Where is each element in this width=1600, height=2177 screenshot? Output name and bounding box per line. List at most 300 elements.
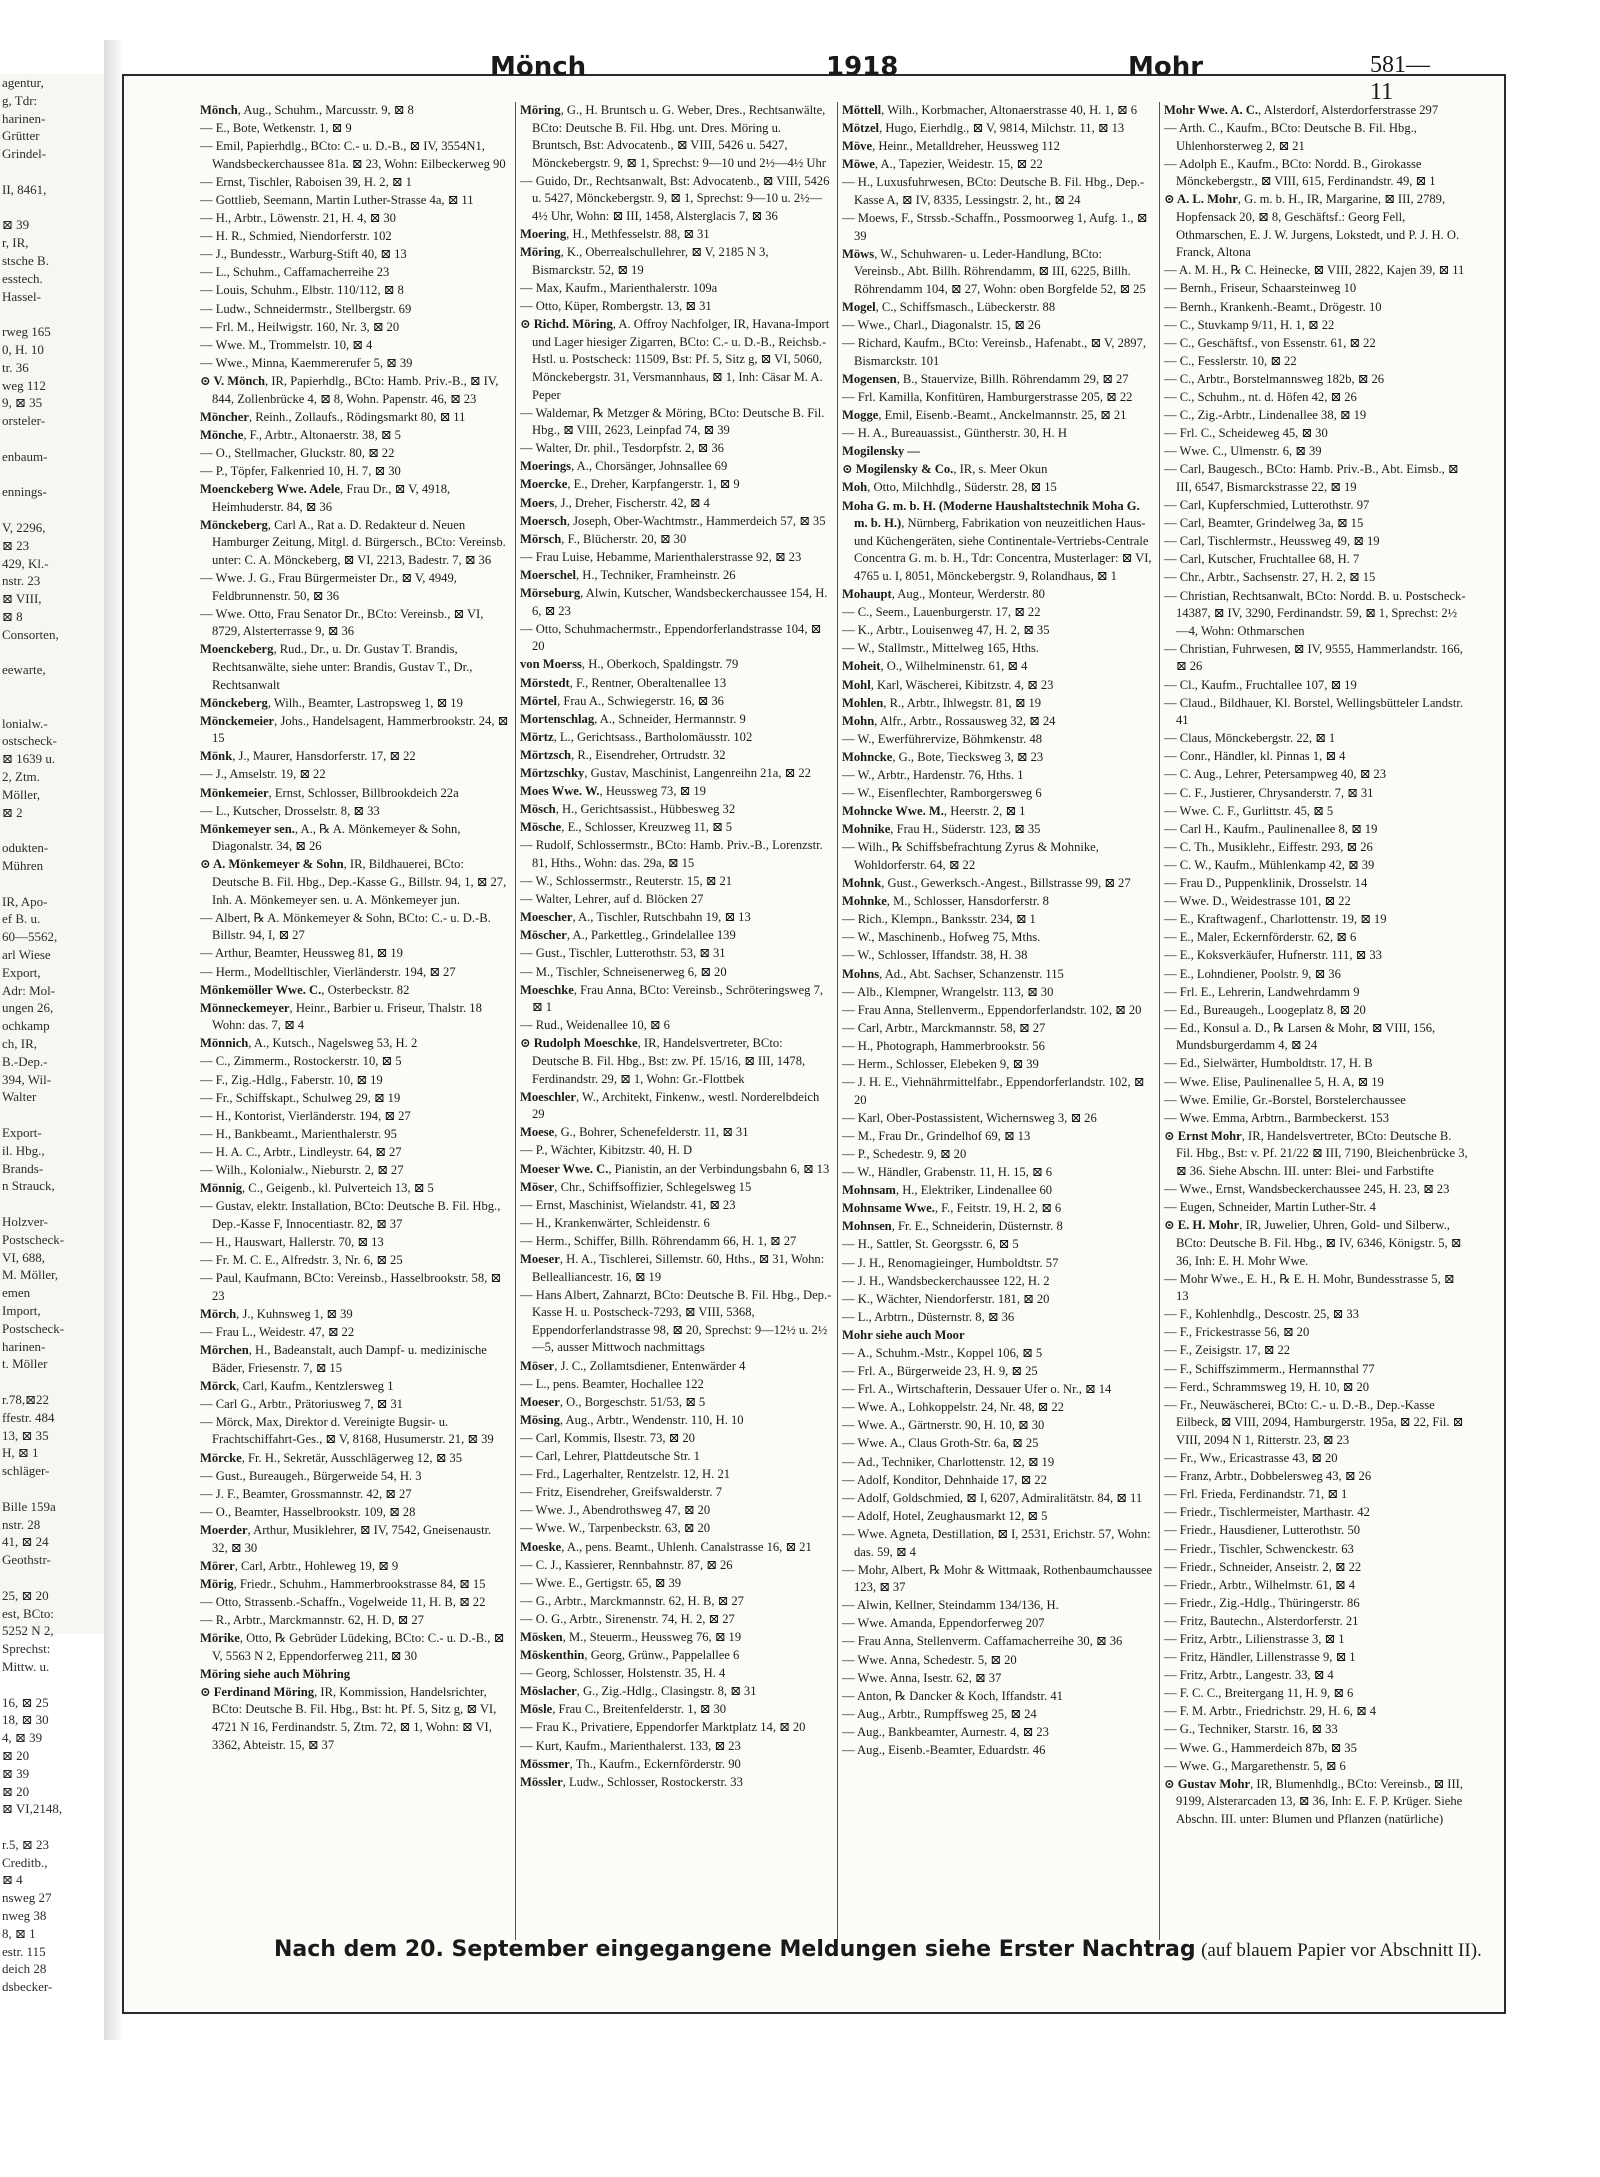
directory-entry: — O. G., Arbtr., Sirenenstr. 74, H. 2, ⊠ 27 [520, 1611, 735, 1626]
directory-entry: — K., Wächter, Niendorferstr. 181, ⊠ 20 [842, 1291, 1050, 1306]
column-divider [1159, 102, 1160, 1940]
margin-text-line [0, 305, 112, 323]
directory-entry: — H. A. C., Arbtr., Lindleystr. 64, ⊠ 27 [200, 1144, 402, 1159]
directory-entry: Möring, G., H. Bruntsch u. G. Weber, Dres., Rechtsanwälte, BCto: Deutsche B. Fil. Hbg. unt. Dres. Möring u. Bruntsch, Bst: Advocatenb., ⊠ VIII, 5426 u. 5427, Mönckebergstr. 9, ⊠ 1, Sprechst: 9—10 und 2½—4½ Uhr [520, 103, 827, 170]
directory-entry: — W., Schlossermstr., Reuterstr. 15, ⊠ 21 [520, 874, 733, 889]
directory-entry: — Wwe. Emilie, Gr.-Borstel, Borstelerchaussee [1164, 1092, 1406, 1107]
directory-entry: — Wwe., Charl., Diagonalstr. 15, ⊠ 26 [842, 318, 1041, 333]
margin-text-line: emen [2, 1285, 31, 1301]
margin-text-line: weg 112 [2, 377, 46, 393]
directory-entry: — Frau D., Puppenklinik, Drosselstr. 14 [1164, 876, 1368, 891]
directory-entry: — Arth. C., Kaufm., BCto: Deutsche B. Fil. Hbg., Uhlenhorsterweg 2, ⊠ 21 [1164, 121, 1417, 153]
margin-text-line [0, 679, 112, 697]
directory-entry: — P., Wächter, Kibitzstr. 40, H. D [520, 1143, 693, 1158]
directory-entry: Mönckemeier, Johs., Handelsagent, Hammerbrookstr. 24, ⊠ 15 [200, 713, 509, 746]
directory-entry: — Frau Anna, Stellenverm., Eppendorferlandstr. 102, ⊠ 20 [842, 1002, 1142, 1017]
directory-entry: Mohnsen, Fr. E., Schneiderin, Düsternstr. 8 [842, 1219, 1063, 1234]
directory-entry: — Walter, Dr. phil., Tesdorpfstr. 2, ⊠ 36 [520, 441, 724, 456]
margin-text-line [0, 199, 112, 217]
directory-entry: ⊙ Rudolph Moeschke, IR, Handelsvertreter, BCto: Deutsche B. Fil. Hbg., Bst: zw. Pf. 15/16, ⊠ III, 1478, Ferdinandstr. 29, ⊠ 1, Wohn: Gr.-Flottbek [520, 1036, 806, 1086]
directory-entry: — Hans Albert, Zahnarzt, BCto: Deutsche B. Fil. Hbg., Dep.-Kasse H. u. Postscheck-7293, ⊠ VIII, 5368, Eppendorferlandstrasse 98, ⊠ 20, Sprechst: 9—12½ u. 2½—5, ausser Mittwoch nachmittags [520, 1287, 832, 1355]
margin-text-line [0, 1818, 112, 1836]
directory-entry: Mösken, M., Steuerm., Heussweg 76, ⊠ 19 [520, 1629, 742, 1644]
directory-entry: von Moerss, H., Oberkoch, Spaldingstr. 79 [520, 657, 739, 672]
directory-entry: — E., Bote, Wetkenstr. 1, ⊠ 9 [200, 121, 352, 136]
directory-entry: — Ed., Konsul a. D., ℞ Larsen & Mohr, ⊠ VIII, 156, Mundsburgerdamm 4, ⊠ 24 [1164, 1020, 1436, 1053]
directory-entry: Moercke, E., Dreher, Karpfangerstr. 1, ⊠ 9 [520, 477, 740, 492]
directory-entry: — H., Photograph, Hammerbrookstr. 56 [842, 1038, 1045, 1053]
previous-page-margin [0, 74, 112, 1995]
directory-entry: — Mohr Wwe., E. H., ℞ E. H. Mohr, Bundesstrasse 5, ⊠ 13 [1164, 1271, 1455, 1304]
directory-entry: — Otto, Strassenb.-Schaffn., Vogelweide 11, H. B, ⊠ 22 [200, 1594, 486, 1609]
margin-text-line: Geothstr- [2, 1552, 51, 1568]
margin-text-line: Hassel- [2, 288, 41, 304]
margin-text-line: ennings- [2, 484, 47, 500]
directory-entry: — Eugen, Schneider, Martin Luther-Str. 4 [1164, 1200, 1376, 1215]
directory-entry: — Aug., Eisenb.-Beamter, Eduardstr. 46 [842, 1743, 1046, 1758]
directory-entry: — C., Zimmerm., Rostockerstr. 10, ⊠ 5 [200, 1054, 402, 1069]
directory-entry: — C., Seem., Lauenburgerstr. 17, ⊠ 22 [842, 605, 1041, 620]
header-first-name: Mönch [490, 52, 587, 82]
directory-entry: Mönnig, C., Geigenb., kl. Pulverteich 13, ⊠ 5 [200, 1181, 434, 1196]
directory-entry: — Friedr., Hausdiener, Lutterothstr. 50 [1164, 1523, 1361, 1538]
directory-entry: — Frl. A., Wirtschafterin, Dessauer Ufer o. Nr., ⊠ 14 [842, 1382, 1112, 1397]
directory-entry: — M., Frau Dr., Grindelhof 69, ⊠ 13 [842, 1128, 1031, 1143]
directory-entry: — C., Arbtr., Borstelmannsweg 182b, ⊠ 26 [1164, 371, 1385, 386]
directory-entry: — Anton, ℞ Dancker & Koch, Iffandstr. 41 [842, 1688, 1063, 1703]
margin-text-line: ⊠ 20 [2, 1783, 30, 1799]
directory-entry: — Fr., Schiffskapt., Schulweg 29, ⊠ 19 [200, 1090, 401, 1105]
footer-note [274, 1936, 1482, 1962]
directory-entry: — M., Tischler, Schneisenerweg 6, ⊠ 20 [520, 964, 727, 979]
directory-entry: — Frl. M., Heilwigstr. 160, Nr. 3, ⊠ 20 [200, 319, 400, 334]
directory-entry: ⊙ A. Mönkemeyer & Sohn, IR, Bildhauerei, BCto: Deutsche B. Fil. Hbg., Dep.-Kasse G., Billstr. 94, 1, ⊠ 27, Inh. A. Mönkemeyer sen. u. A. Mönkemeyer jun. [200, 857, 507, 907]
directory-entry: Mönkemeyer sen., A., ℞ A. Mönkemeyer & Sohn, Diagonalstr. 34, ⊠ 26 [200, 821, 461, 854]
margin-text-line: 25, ⊠ 20 [2, 1587, 49, 1603]
margin-text-line: estr. 115 [2, 1943, 46, 1959]
margin-text-line: ostscheck- [2, 733, 57, 749]
directory-entry: Mössmer, Th., Kaufm., Eckernförderstr. 90 [520, 1756, 741, 1771]
directory-entry: — E., Kraftwagenf., Charlottenstr. 19, ⊠ 19 [1164, 912, 1387, 927]
directory-entry: — Wwe. C. F., Gurlittstr. 45, ⊠ 5 [1164, 803, 1334, 818]
margin-text-line: ⊠ 4 [2, 1872, 23, 1888]
margin-text-line: eewarte, [2, 662, 46, 678]
directory-entry: — C., Stuvkamp 9/11, H. 1, ⊠ 22 [1164, 317, 1335, 332]
margin-text-line [0, 1676, 112, 1694]
directory-entry: — Gust., Bureaugeh., Bürgerweide 54, H. 3 [200, 1468, 422, 1483]
margin-text-line: 0, H. 10 [2, 341, 44, 357]
margin-text-line: enbaum- [2, 448, 48, 464]
directory-entry: — Wwe. J., Abendrothsweg 47, ⊠ 20 [520, 1503, 711, 1518]
directory-entry: Mörike, Otto, ℞ Gebrüder Lüdeking, BCto: C.- u. D.-B., ⊠ V, 5563 N 2, Eppendorferweg 211, ⊠ 30 [200, 1630, 505, 1663]
directory-entry: — Adolph E., Kaufm., BCto: Nordd. B., Girokasse Mönckebergstr., ⊠ VIII, 615, Ferdinandstr. 49, ⊠ 1 [1164, 156, 1436, 189]
directory-entry: — P., Töpfer, Falkenried 10, H. 7, ⊠ 30 [200, 463, 401, 478]
column-1 [200, 102, 510, 1940]
directory-entry: — Wwe. Elise, Paulinenallee 5, H. A, ⊠ 19 [1164, 1074, 1384, 1089]
directory-entry: Moh, Otto, Milchhdlg., Süderstr. 28, ⊠ 15 [842, 480, 1057, 495]
directory-entry: Moerings, A., Chorsänger, Johnsallee 69 [520, 459, 728, 474]
directory-entry: — Wwe. W., Tarpenbeckstr. 63, ⊠ 20 [520, 1521, 711, 1536]
margin-text-line: schläger- [2, 1463, 50, 1479]
directory-entry: — Wwe. E., Gertigstr. 65, ⊠ 39 [520, 1575, 682, 1590]
directory-entry: — E., Lohndiener, Poolstr. 9, ⊠ 36 [1164, 966, 1341, 981]
directory-entry: Mörtzsch, R., Eisendreher, Ortrudstr. 32 [520, 747, 726, 762]
directory-entry: — Frl. E., Lehrerin, Landwehrdamm 9 [1164, 984, 1360, 999]
directory-entry: Moeser Wwe. C., Pianistin, an der Verbindungsbahn 6, ⊠ 13 [520, 1161, 830, 1176]
margin-text-line: Import, [2, 1302, 41, 1318]
directory-entry: Mohn, Alfr., Arbtr., Rossausweg 32, ⊠ 24 [842, 713, 1056, 728]
directory-entry: — Herm., Schiffer, Billh. Röhrendamm 66, H. 1, ⊠ 27 [520, 1233, 797, 1248]
directory-entry: — Georg, Schlosser, Holstenstr. 35, H. 4 [520, 1666, 726, 1681]
directory-entry: Moerder, Arthur, Musiklehrer, ⊠ IV, 7542, Gneisenaustr. 32, ⊠ 30 [200, 1522, 492, 1555]
directory-entry: Möws, W., Schuhwaren- u. Leder-Handlung, BCto: Vereinsb., Abt. Billh. Röhrendamm, ⊠ III, 6225, Billh. Röhrendamm 104, ⊠ 27, Wohn: oben Borgfelde 52, ⊠ 25 [842, 246, 1146, 296]
directory-entry: Moheit, O., Wilhelminenstr. 61, ⊠ 4 [842, 659, 1028, 674]
directory-entry: — Herm., Modelltischler, Vierländerstr. 194, ⊠ 27 [200, 964, 456, 979]
directory-entry: — H. R., Schmied, Niendorferstr. 102 [200, 229, 392, 244]
directory-entry: — H. A., Bureauassist., Güntherstr. 30, H. H [842, 426, 1067, 441]
directory-entry: Mörstedt, F., Rentner, Oberaltenallee 13 [520, 675, 727, 690]
directory-entry: — Wwe. C., Ulmenstr. 6, ⊠ 39 [1164, 444, 1322, 459]
directory-entry: — Ferd., Schrammsweg 19, H. 10, ⊠ 20 [1164, 1379, 1370, 1394]
directory-entry: — Ed., Bureaugeh., Loogeplatz 8, ⊠ 20 [1164, 1002, 1366, 1017]
margin-text-line [0, 466, 112, 484]
directory-entry: — Wwe. G., Margarethenstr. 5, ⊠ 6 [1164, 1758, 1346, 1773]
margin-text-line: ef B. u. [2, 911, 41, 927]
directory-entry: — Christian, Fuhrwesen, ⊠ IV, 9555, Hammerlandstr. 166, ⊠ 26 [1164, 641, 1463, 674]
directory-entry: — Christian, Rechtsanwalt, BCto: Nordd. B. u. Postscheck-14387, ⊠ IV, 3290, Ferdinandstr. 59, ⊠ 1, Sprechst: 2½—4, Wohn: Othmarschen [1164, 588, 1466, 638]
margin-text-line [0, 697, 112, 715]
margin-text-line: 41, ⊠ 24 [2, 1534, 49, 1550]
directory-entry: Mohncke Wwe. M., Heerstr. 2, ⊠ 1 [842, 804, 1026, 819]
directory-entry: — J., Amselstr. 19, ⊠ 22 [200, 767, 326, 782]
directory-entry: — Claus, Mönckebergstr. 22, ⊠ 1 [1164, 731, 1336, 746]
directory-entry: Mohnke, M., Schlosser, Hansdorferstr. 8 [842, 894, 1049, 909]
margin-text-line: ⊠ VIII, [2, 591, 42, 607]
directory-entry: Mohnike, Frau H., Süderstr. 123, ⊠ 35 [842, 822, 1041, 837]
directory-entry: Möttell, Wilh., Korbmacher, Altonaerstrasse 40, H. 1, ⊠ 6 [842, 103, 1138, 117]
directory-entry: ⊙ E. H. Mohr, IR, Juwelier, Uhren, Gold- und Silberw., BCto: Deutsche B. Fil. Hbg., ⊠ IV, 6346, Königstr. 5, ⊠ 36, Inh: E. H. Mohr Wwe. [1164, 1218, 1462, 1268]
directory-entry: — Louis, Schuhm., Elbstr. 110/112, ⊠ 8 [200, 283, 404, 298]
directory-entry: — C., Fesslerstr. 10, ⊠ 22 [1164, 353, 1297, 368]
margin-text-line [0, 1569, 112, 1587]
directory-entry: Möser, J. C., Zollamtsdiener, Entenwärder 4 [520, 1358, 746, 1373]
directory-entry: Moeser, H. A., Tischlerei, Sillemstr. 60, Hths., ⊠ 31, Wohn: Bellealliancestr. 16, ⊠ 19 [520, 1252, 825, 1284]
directory-entry: — F. M. Arbtr., Friedrichstr. 29, H. 6, ⊠ 4 [1164, 1704, 1377, 1719]
directory-entry: — Carl G., Arbtr., Prätoriusweg 7, ⊠ 31 [200, 1396, 403, 1411]
margin-text-line: Möller, [2, 786, 41, 802]
directory-entry: — C. Aug., Lehrer, Petersampweg 40, ⊠ 23 [1164, 767, 1387, 782]
margin-text-line: ⊠ VI,2148, [2, 1801, 63, 1817]
directory-entry: Mörchen, H., Badeanstalt, auch Dampf- u. medizinische Bäder, Friesenstr. 7, ⊠ 15 [200, 1342, 487, 1375]
directory-entry: — O., Stellmacher, Gluckstr. 80, ⊠ 22 [200, 445, 395, 460]
directory-entry: — Frau L., Weidestr. 47, ⊠ 22 [200, 1324, 355, 1339]
directory-entry: Möskenthin, Georg, Grünw., Pappelallee 6 [520, 1648, 740, 1663]
margin-text-line: orsteler- [2, 413, 46, 429]
margin-text-line: est, BCto: [2, 1605, 55, 1621]
header-page-number: 581—11 [1370, 52, 1430, 105]
margin-text-line: Mittw. u. [2, 1658, 50, 1674]
directory-entry: — A. M. H., ℞ C. Heinecke, ⊠ VIII, 2822, Kajen 39, ⊠ 11 [1164, 263, 1465, 278]
directory-entry: — Wwe. Emma, Arbtrn., Barmbeckerst. 153 [1164, 1110, 1390, 1125]
margin-text-line: Export- [2, 1125, 42, 1141]
directory-entry: Möwe, A., Tapezier, Weidestr. 15, ⊠ 22 [842, 157, 1043, 172]
margin-text-line: arl Wiese [2, 947, 51, 963]
directory-entry: — Wilh., ℞ Schiffsbefrachtung Zyrus & Mohnike, Wohldorferstr. 64, ⊠ 22 [842, 840, 1099, 872]
directory-entry: — Rud., Weidenallee 10, ⊠ 6 [520, 1018, 670, 1033]
margin-text-line: 13, ⊠ 35 [2, 1427, 49, 1443]
directory-entry: — Mörck, Max, Direktor d. Vereinigte Bugsir- u. Frachtschiffahrt-Ges., ⊠ V, 8168, Husumerstr. 21, ⊠ 39 [200, 1414, 494, 1447]
directory-entry: — Wwe. A., Gärtnerstr. 90, H. 10, ⊠ 30 [842, 1418, 1045, 1433]
directory-entry: Mönneckemeyer, Heinr., Barbier u. Friseur, Thalstr. 18 Wohn: das. 7, ⊠ 4 [200, 1000, 482, 1033]
directory-entry: Möring, K., Oberrealschullehrer, ⊠ V, 2185 N 3, Bismarckstr. 52, ⊠ 19 [520, 245, 769, 277]
directory-entry: — Moews, F., Strssb.-Schaffn., Possmoorweg 1, Aufg. 1., ⊠ 39 [842, 211, 1148, 243]
directory-entry: Moha G. m. b. H. (Moderne Haushaltstechnik Moha G. m. b. H.), Nürnberg, Fabrikation von neuzeitlichen Haus- und Küchengeräten, siehe Continentale-Vertriebs-Centrale Concentra G. m. b. H., Tdr: Concentra, Musterlager: ⊠ VI, 4765 u. I, 8051, Mönckebergstr. 9, Rolandhaus, ⊠ 1 [842, 498, 1152, 583]
margin-text-line: II, 8461, [2, 181, 47, 197]
directory-entry: — Fr. M. C. E., Alfredstr. 3, Nr. 6, ⊠ 25 [200, 1253, 403, 1267]
directory-entry: — Gustav, elektr. Installation, BCto: Deutsche B. Fil. Hbg., Dep.-Kasse F, Innocentiastr. 82, ⊠ 37 [200, 1199, 501, 1231]
directory-entry: — Wwe. Anna, Schedestr. 5, ⊠ 20 [842, 1652, 1017, 1667]
directory-entry: Mogel, C., Schiffsmasch., Lübeckerstr. 88 [842, 300, 1056, 315]
directory-entry: — Alb., Klempner, Wrangelstr. 113, ⊠ 30 [842, 984, 1054, 999]
directory-entry: — Wwe., Minna, Kaemmererufer 5, ⊠ 39 [200, 355, 413, 370]
margin-text-line [0, 821, 112, 839]
directory-entry: — H., Krankenwärter, Schleidenstr. 6 [520, 1215, 710, 1230]
directory-entry: — Rudolf, Schlossermstr., BCto: Hamb. Priv.-B., Lorenzstr. 81, Hths., Wohn: das. 29a, ⊠ 15 [520, 838, 823, 870]
margin-text-line: Postscheck- [2, 1231, 65, 1247]
margin-text-line: n Strauck, [2, 1178, 55, 1194]
directory-entry: Mönk, J., Maurer, Hansdorferstr. 17, ⊠ 22 [200, 749, 416, 764]
directory-entry: ⊙ V. Mönch, IR, Papierhdlg., BCto: Hamb. Priv.-B., ⊠ IV, 844, Zollenbrücke 4, ⊠ 8, Wohn. Papenstr. 46, ⊠ 23 [200, 373, 499, 406]
directory-entry: — Otto, Küper, Rombergstr. 13, ⊠ 31 [520, 299, 712, 314]
directory-entry: — Carl, Lehrer, Plattdeutsche Str. 1 [520, 1449, 700, 1464]
directory-entry: — W., Ewerführervize, Böhmkenstr. 48 [842, 731, 1043, 746]
directory-entry: Möscher, A., Parkettleg., Grindelallee 139 [520, 928, 736, 943]
directory-entry: Mohl, Karl, Wäscherei, Kibitzstr. 4, ⊠ 23 [842, 677, 1054, 692]
directory-entry: — Carl, Baugesch., BCto: Hamb. Priv.-B., Abt. Eimsb., ⊠ III, 6547, Bismarckstrasse 22, ⊠ 19 [1164, 462, 1459, 494]
margin-text-line: 5252 N 2, [2, 1623, 54, 1639]
directory-entry: Mösle, Frau C., Breitenfelderstr. 1, ⊠ 30 [520, 1702, 727, 1717]
directory-entry: — Guido, Dr., Rechtsanwalt, Bst: Advocatenb., ⊠ VIII, 5426 u. 5427, Mönckebergstr. 9, ⊠ 1, Sprechst: 9—10 u. 2½—4½ Uhr, Wohn: ⊠ III, 1458, Alsterglacis 7, ⊠ 36 [520, 173, 830, 224]
footer-bold-text: Nach dem 20. September eingegangene Meldungen siehe Erster Nachtrag [274, 1937, 1196, 1962]
margin-text-line: B.-Dep.- [2, 1053, 48, 1069]
directory-entry: — Bernh., Krankenh.-Beamt., Drögestr. 10 [1164, 299, 1382, 314]
directory-entry: — Frau K., Privatiere, Eppendorfer Marktplatz 14, ⊠ 20 [520, 1720, 806, 1735]
margin-text-line: M. Möller, [2, 1267, 59, 1283]
margin-text-line: 9, ⊠ 35 [2, 395, 43, 411]
directory-entry: — Fritz, Eisendreher, Greifswalderstr. 7 [520, 1485, 722, 1500]
directory-entry: Mogilensky — [842, 444, 921, 459]
directory-entry: — L., pens. Beamter, Hochallee 122 [520, 1376, 704, 1391]
directory-entry: — Waldemar, ℞ Metzger & Möring, BCto: Deutsche B. Fil. Hbg., ⊠ VIII, 2623, Leinpfad 74, ⊠ 39 [520, 405, 825, 438]
directory-entry: — Richard, Kaufm., BCto: Vereinsb., Hafenabt., ⊠ V, 2897, Bismarckstr. 101 [842, 336, 1147, 368]
book-binding-shadow [104, 40, 124, 2040]
directory-entry: Moese, G., Bohrer, Schenefelderstr. 11, ⊠ 31 [520, 1125, 749, 1140]
directory-entry: — Gottlieb, Seemann, Martin Luther-Strasse 4a, ⊠ 11 [200, 192, 474, 207]
directory-entry: Mösch, H., Gerichtsassist., Hübbesweg 32 [520, 802, 736, 817]
margin-text-line: ⊠ 23 [2, 537, 30, 553]
directory-entry: ⊙ A. L. Mohr, G. m. b. H., IR, Margarine, ⊠ III, 2789, Hopfensack 20, ⊠ 8, Geschäftsf.: Georg Fell, Othmarschen, E. J. W. Jurgens, Lokstedt, und P. J. H. O. Franck, Altona [1164, 192, 1460, 260]
margin-text-line: agentur, [2, 75, 44, 90]
directory-entry: — C., Geschäftsf., von Essenstr. 61, ⊠ 22 [1164, 335, 1376, 350]
directory-entry: — F., Zig.-Hdlg., Faberstr. 10, ⊠ 19 [200, 1072, 383, 1087]
margin-text-line: r, IR, [2, 235, 29, 251]
margin-text-line: Bille 159a [2, 1498, 56, 1514]
directory-entry: — L., Arbtrn., Düsternstr. 8, ⊠ 36 [842, 1309, 1015, 1324]
directory-entry: — Aug., Arbtr., Rumpffsweg 25, ⊠ 24 [842, 1706, 1037, 1721]
directory-columns [200, 102, 1468, 1940]
directory-entry: — Aug., Bankbeamter, Aurnestr. 4, ⊠ 23 [842, 1724, 1049, 1739]
margin-text-line [0, 163, 112, 181]
directory-entry: — Albert, ℞ A. Mönkemeyer & Sohn, BCto: C.- u. D.-B. Billstr. 94, I, ⊠ 27 [200, 910, 491, 943]
directory-entry: Möser, Chr., Schiffsoffizier, Schlegelsweg 15 [520, 1179, 752, 1194]
margin-text-line: ⊠ 8 [2, 608, 23, 624]
directory-entry: Moeschke, Frau Anna, BCto: Vereinsb., Schröteringsweg 7, ⊠ 1 [520, 982, 824, 1015]
margin-text-line: harinen- [2, 1338, 46, 1354]
directory-entry: — Wwe. M., Trommelstr. 10, ⊠ 4 [200, 337, 373, 352]
directory-entry: — Fr., Ww., Ericastrasse 43, ⊠ 20 [1164, 1451, 1338, 1466]
directory-entry: — J. H. E., Viehnährmittelfabr., Eppendorferlandstr. 102, ⊠ 20 [842, 1075, 1145, 1107]
directory-entry: — Herm., Schlosser, Elebeken 9, ⊠ 39 [842, 1056, 1039, 1071]
directory-entry: — F., Schiffszimmerm., Hermannsthal 77 [1164, 1361, 1375, 1376]
directory-entry: — Wilh., Kolonialw., Nieburstr. 2, ⊠ 27 [200, 1163, 404, 1178]
directory-entry: Mönkemeier, Ernst, Schlosser, Billbrookdeich 22a [200, 785, 459, 800]
directory-entry: — F. C. C., Breitergang 11, H. 9, ⊠ 6 [1164, 1686, 1354, 1701]
directory-entry: Möve, Heinr., Metalldreher, Heussweg 112 [842, 139, 1060, 154]
directory-entry: Moenckeberg, Rud., Dr., u. Dr. Gustav T. Brandis, Rechtsanwälte, siehe unter: Brandis, Gustav T., Dr., Rechtsanwalt [200, 642, 473, 692]
directory-entry: Mötzel, Hugo, Eierhdlg., ⊠ V, 9814, Milchstr. 11, ⊠ 13 [842, 121, 1125, 136]
directory-entry: — W., Eisenflechter, Ramborgersweg 6 [842, 786, 1042, 801]
directory-entry: — Claud., Bildhauer, Kl. Borstel, Wellingsbütteler Landstr. 41 [1164, 695, 1464, 728]
margin-text-line: nweg 38 [2, 1908, 47, 1924]
directory-entry: Mörseburg, Alwin, Kutscher, Wandsbeckerchaussee 154, H. 6, ⊠ 23 [520, 586, 828, 618]
directory-entry: — Carl H., Kaufm., Paulinenallee 8, ⊠ 19 [1164, 821, 1378, 836]
margin-text-line: harinen- [2, 110, 46, 126]
directory-entry: — H., Kontorist, Vierländerstr. 194, ⊠ 27 [200, 1108, 411, 1123]
directory-entry: Mörtzschky, Gustav, Maschinist, Langenreihn 21a, ⊠ 22 [520, 765, 811, 780]
margin-text-line: 60—5562, [2, 929, 58, 945]
margin-text-line: 394, Wil- [2, 1071, 52, 1087]
margin-text-line: stsche B. [2, 252, 49, 268]
margin-text-line: nsweg 27 [2, 1890, 52, 1906]
margin-text-line: 4, ⊠ 39 [2, 1730, 43, 1746]
directory-entry: — C. F., Justierer, Chrysanderstr. 7, ⊠ 31 [1164, 785, 1374, 800]
directory-entry: — Conr., Händler, kl. Pinnas 1, ⊠ 4 [1164, 749, 1346, 764]
directory-entry: — Ernst, Maschinist, Wielandstr. 41, ⊠ 23 [520, 1197, 736, 1212]
directory-entry: Mörer, Carl, Arbtr., Hohleweg 19, ⊠ 9 [200, 1558, 399, 1573]
margin-text-line [0, 1106, 112, 1124]
margin-text-line: t. Möller [2, 1356, 48, 1372]
directory-entry: — Otto, Schuhmachermstr., Eppendorferlandstrasse 104, ⊠ 20 [520, 621, 822, 654]
margin-text-line: deich 28 [2, 1961, 47, 1977]
directory-entry: — Wwe., Ernst, Wandsbeckerchaussee 245, H. 23, ⊠ 23 [1164, 1182, 1450, 1197]
header-last-name: Mohr [1128, 52, 1204, 82]
margin-text-line: Creditb., [2, 1854, 48, 1870]
directory-entry: Mössler, Ludw., Schlosser, Rostockerstr. 33 [520, 1774, 743, 1789]
margin-text-line: ⊠ 20 [2, 1747, 30, 1763]
margin-text-line [0, 1195, 112, 1213]
directory-entry: — Frl. Kamilla, Konfitüren, Hamburgerstrasse 205, ⊠ 22 [842, 390, 1133, 404]
directory-entry: — W., Stallmstr., Mittelweg 165, Hths. [842, 641, 1039, 656]
margin-text-line: Mühren [2, 858, 44, 874]
margin-text-line: ⊠ 1639 u. [2, 751, 56, 767]
directory-entry: Mönckeberg, Wilh., Beamter, Lastropsweg 1, ⊠ 19 [200, 695, 463, 710]
directory-entry: Mohr siehe auch Moor [842, 1327, 965, 1342]
margin-text-line: rweg 165 [2, 324, 51, 340]
margin-text-line: Walter [2, 1089, 37, 1105]
directory-entry: — Wwe. Otto, Frau Senator Dr., BCto: Vereinsb., ⊠ VI, 8729, Alsterterrasse 9, ⊠ 36 [200, 606, 484, 639]
directory-entry: — C., Schuhm., nt. d. Höfen 42, ⊠ 26 [1164, 390, 1357, 404]
margin-text-line: Sprechst: [2, 1641, 51, 1657]
directory-entry: — E., Maler, Eckernförderstr. 62, ⊠ 6 [1164, 930, 1357, 945]
directory-entry: — Frl. C., Scheideweg 45, ⊠ 30 [1164, 426, 1328, 441]
directory-entry: — F., Zeisigstr. 17, ⊠ 22 [1164, 1343, 1291, 1358]
directory-entry: ⊙ Mogilensky & Co., IR, s. Meer Okun [842, 462, 1048, 477]
margin-text-line: 8, ⊠ 1 [2, 1925, 36, 1941]
directory-entry: — Frau Luise, Hebamme, Marienthalerstrasse 92, ⊠ 23 [520, 549, 802, 564]
directory-entry: — Frl. A., Bürgerweide 23, H. 9, ⊠ 25 [842, 1364, 1038, 1379]
directory-entry: — Arthur, Beamter, Heussweg 81, ⊠ 19 [200, 946, 403, 961]
directory-entry: — H., Hauswart, Hallerstr. 70, ⊠ 13 [200, 1234, 384, 1249]
directory-entry: — Wwe. Amanda, Eppendorferweg 207 [842, 1616, 1045, 1631]
directory-entry: — Frl. Frieda, Ferdinandstr. 71, ⊠ 1 [1164, 1487, 1348, 1502]
margin-text-line: ⊠ 39 [2, 1765, 30, 1781]
margin-text-line: r.78,⊠22 [2, 1391, 50, 1407]
directory-entry: — C. W., Kaufm., Mühlenkamp 42, ⊠ 39 [1164, 857, 1375, 872]
margin-text-line: lonialw.- [2, 715, 48, 731]
directory-entry: Moes Wwe. W., Heussweg 73, ⊠ 19 [520, 784, 706, 799]
directory-entry: — Friedr., Zig.-Hdlg., Thüringerstr. 86 [1164, 1595, 1360, 1610]
margin-text-line: 18, ⊠ 30 [2, 1712, 49, 1728]
directory-entry: Mönckeberg, Carl A., Rat a. D. Redakteur d. Neuen Hamburger Zeitung, Mitgl. d. Bürgersch., BCto: Vereinsb. unter: C. A. Mönckeberg, ⊠ VI, 2213, Badestr. 7, ⊠ 36 [200, 517, 506, 567]
directory-entry: Mörck, Carl, Kaufm., Kentzlersweg 1 [200, 1378, 394, 1393]
directory-entry: — Bernh., Friseur, Schaarsteinweg 10 [1164, 281, 1357, 296]
directory-entry: — Friedr., Arbtr., Wilhelmstr. 61, ⊠ 4 [1164, 1577, 1356, 1592]
directory-entry: — Wwe. A., Lohkoppelstr. 24, Nr. 48, ⊠ 22 [842, 1400, 1064, 1415]
directory-entry: Moering, H., Methfesselstr. 88, ⊠ 31 [520, 227, 710, 242]
directory-entry: — W., Arbtr., Hardenstr. 76, Hths. 1 [842, 767, 1024, 782]
column-3 [842, 102, 1154, 1940]
margin-text-line: odukten- [2, 840, 49, 856]
directory-entry: — Wwe. A., Claus Groth-Str. 6a, ⊠ 25 [842, 1436, 1039, 1451]
directory-entry: Moescher, A., Tischler, Rutschbahn 19, ⊠ 13 [520, 910, 751, 925]
margin-text-line: ochkamp [2, 1018, 50, 1034]
directory-entry: — E., Koksverkäufer, Hufnerstr. 111, ⊠ 33 [1164, 948, 1382, 963]
directory-entry: Mösing, Aug., Arbtr., Wendenstr. 110, H. 10 [520, 1412, 744, 1427]
directory-entry: — Adolf, Konditor, Dehnhaide 17, ⊠ 22 [842, 1472, 1047, 1487]
margin-text-line: ⊠ 39 [2, 217, 30, 233]
directory-entry: Mörch, J., Kuhnsweg 1, ⊠ 39 [200, 1306, 353, 1321]
directory-entry: — Fritz, Arbtr., Lilienstrasse 3, ⊠ 1 [1164, 1631, 1345, 1646]
margin-text-line: Brands- [2, 1160, 44, 1176]
margin-text-line: V, 2296, [2, 519, 46, 535]
margin-text-line: nstr. 23 [2, 573, 41, 589]
directory-entry: — Gust., Tischler, Lutterothstr. 53, ⊠ 31 [520, 946, 726, 961]
margin-text-line: ungen 26, [2, 1000, 54, 1016]
column-divider [515, 102, 516, 1940]
directory-entry: — R., Arbtr., Marckmannstr. 62, H. D, ⊠ 27 [200, 1612, 424, 1627]
directory-entry: Mohnk, Gust., Gewerksch.-Angest., Billstrasse 99, ⊠ 27 [842, 876, 1131, 891]
directory-entry: — H., Bankbeamt., Marienthalerstr. 95 [200, 1126, 397, 1141]
directory-entry: Mörtel, Frau A., Schwiegerstr. 16, ⊠ 36 [520, 693, 724, 708]
directory-entry: — Cl., Kaufm., Fruchtallee 107, ⊠ 19 [1164, 677, 1357, 692]
directory-entry: — J. H., Wandsbeckerchaussee 122, H. 2 [842, 1273, 1050, 1288]
margin-text-line: Grindel- [2, 146, 47, 162]
directory-entry: — W., Händler, Grabenstr. 11, H. 15, ⊠ 6 [842, 1165, 1053, 1180]
directory-entry: — Adolf, Goldschmied, ⊠ I, 6207, Admiralitätstr. 84, ⊠ 11 [842, 1490, 1143, 1505]
footer-normal-text: (auf blauem Papier vor Abschnitt II). [1201, 1940, 1482, 1961]
margin-text-line: Adr: Mol- [2, 982, 56, 998]
margin-text-line: ffestr. 484 [2, 1409, 55, 1425]
